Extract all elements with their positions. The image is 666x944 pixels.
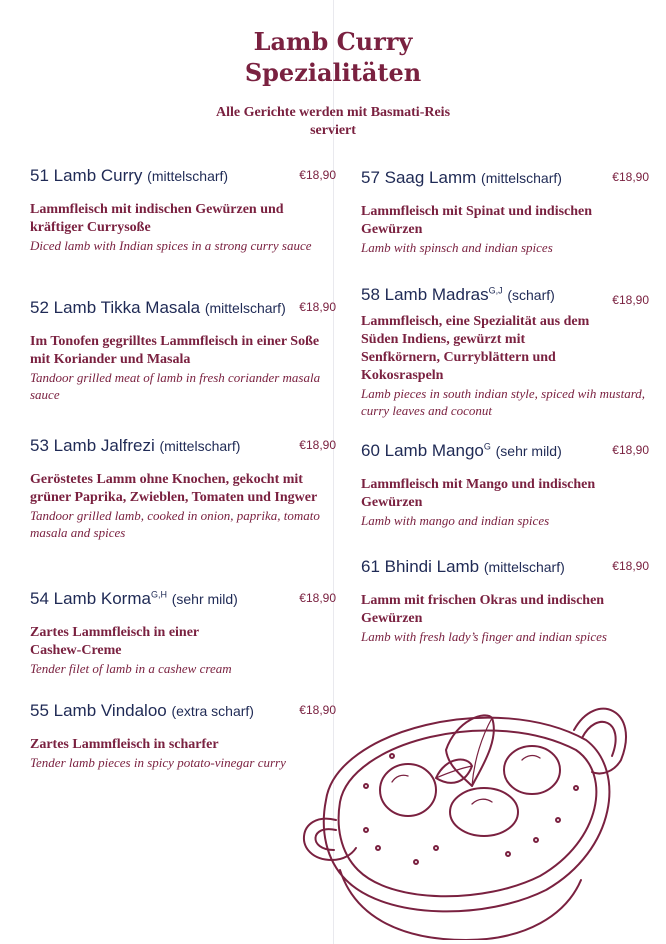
- menu-item-53: [30, 436, 336, 541]
- dish-description-en: Lamb with fresh lady’s finger and indian spices: [361, 629, 607, 644]
- dish-description-de: Lammfleisch mit Mango und indischen Gewürzen: [361, 477, 596, 510]
- dish-price: €18,90: [299, 703, 336, 717]
- dish-name: 55 Lamb Vindaloo (extra scharf): [30, 701, 254, 720]
- dish-description-de: Lammfleisch mit indischen Gewürzen und kräftiger Currysoße: [30, 202, 284, 235]
- dish-name: 52 Lamb Tikka Masala (mittelscharf): [30, 298, 286, 317]
- menu-item-55: [30, 701, 336, 771]
- menu-item-51: [30, 166, 336, 254]
- dish-name: 58 Lamb Madras$^{G,J}$ (scharf): [361, 285, 555, 304]
- dish-name: 57 Saag Lamm (mittelscharf): [361, 168, 562, 187]
- dish-name: 53 Lamb Jalfrezi (mittelscharf): [30, 436, 241, 455]
- dish-name: 61 Bhindi Lamb (mittelscharf): [361, 557, 565, 576]
- dish-description-de: Zartes Lammfleisch in scharfer: [30, 737, 219, 752]
- dish-description-en: Lamb with mango and indian spices: [361, 513, 550, 528]
- dish-description-en: Tender filet of lamb in a cashew cream: [30, 661, 232, 676]
- dish-price: €18,90: [612, 170, 649, 184]
- dish-description-en: Diced lamb with Indian spices in a strong curry sauce: [30, 238, 312, 253]
- dish-description-de: Lamm mit frischen Okras und indischen Gewürzen: [361, 593, 605, 626]
- dish-description-de: Im Tonofen gegrilltes Lammfleisch in einer Soße mit Koriander und Masala: [30, 334, 320, 367]
- dish-description-de: Lammfleisch mit Spinat und indischen Gewürzen: [361, 204, 593, 237]
- dish-price: €18,90: [612, 293, 649, 307]
- menu-item-60: [361, 441, 649, 529]
- menu-item-58: [361, 285, 649, 419]
- menu-item-57: [361, 168, 649, 256]
- subtitle-line-2: serviert: [310, 123, 356, 138]
- dish-description-de: Lammfleisch, eine Spezialität aus dem Süden Indiens, gewürzt mit Senfkörnern, Curryblättern und Kokosraspeln: [361, 314, 590, 383]
- dish-name: 51 Lamb Curry (mittelscharf): [30, 166, 229, 185]
- dish-description-en: Tandoor grilled meat of lamb in fresh coriander masala sauce: [30, 370, 321, 402]
- page-title: [0, 26, 666, 88]
- dish-name: 60 Lamb Mango$^G$ (sehr mild): [361, 441, 562, 460]
- allergen-codes: G,H: [150, 589, 167, 600]
- dish-price: €18,90: [299, 438, 336, 452]
- dish-price: €18,90: [299, 300, 336, 314]
- subtitle-line-1: Alle Gerichte werden mit Basmati-Reis: [215, 105, 451, 120]
- dish-price: €18,90: [299, 168, 336, 182]
- dish-name: 54 Lamb Korma$^{G,H}$ (sehr mild): [30, 589, 238, 608]
- title-line-1: Lamb Curry: [253, 27, 413, 56]
- dish-description-en: Tender lamb pieces in spicy potato-vinegar curry: [30, 755, 286, 770]
- dish-price: €18,90: [612, 559, 649, 573]
- allergen-codes: G,J: [488, 285, 503, 296]
- dish-description-de: Geröstetes Lamm ohne Knochen, gekocht mit grüner Paprika, Zwieblen, Tomaten und Ingwer: [30, 472, 318, 505]
- dish-description-en: Lamb pieces in south indian style, spiced wih mustard, curry leaves and coconut: [361, 386, 646, 418]
- dish-price: €18,90: [299, 591, 336, 605]
- curry-pot-icon: [296, 690, 636, 940]
- menu-item-54: [30, 589, 336, 677]
- page-subtitle: [0, 104, 666, 140]
- dish-description-en: Tandoor grilled lamb, cooked in onion, paprika, tomato masala and spices: [30, 508, 320, 540]
- title-line-2: Spezialitäten: [244, 58, 422, 87]
- dish-description-en: Lamb with spinsch and indian spices: [361, 240, 553, 255]
- allergen-codes: G: [483, 441, 491, 452]
- dish-price: €18,90: [612, 443, 649, 457]
- menu-item-52: [30, 298, 336, 403]
- dish-description-de: Zartes Lammfleisch in einer Cashew-Creme: [30, 625, 199, 658]
- menu-item-61: [361, 557, 649, 645]
